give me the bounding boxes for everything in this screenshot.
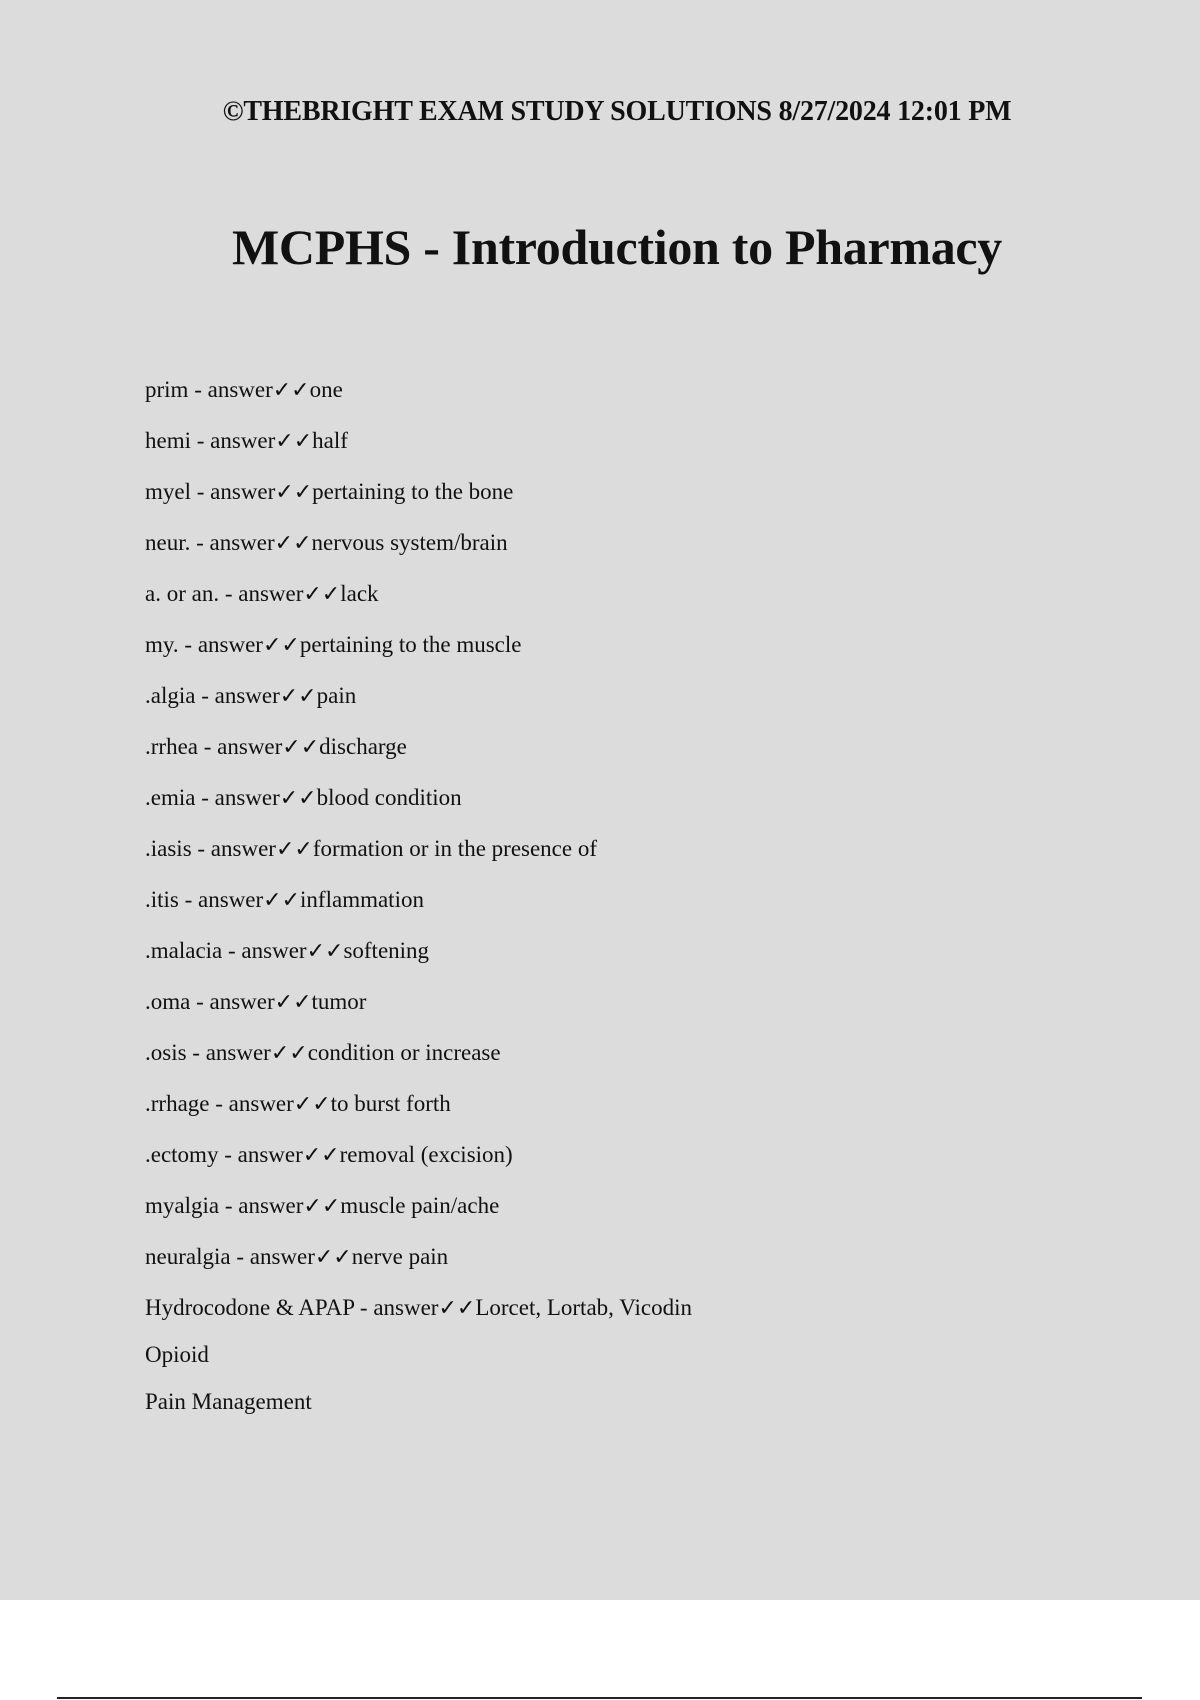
double-check-icon: ✓✓	[306, 939, 344, 964]
term: myalgia	[145, 1193, 220, 1218]
separator: - answer	[178, 887, 264, 912]
answer: nervous system/brain	[311, 530, 508, 555]
separator: - answer	[195, 785, 280, 810]
separator: - answer	[219, 1193, 304, 1218]
term: .itis	[145, 887, 179, 912]
list-item	[145, 1140, 692, 1191]
answer: pain	[316, 683, 357, 708]
list-item	[145, 1038, 692, 1089]
double-check-icon: ✓✓	[274, 531, 312, 556]
document-title: MCPHS - Introduction to Pharmacy	[232, 219, 1002, 275]
double-check-icon: ✓✓	[275, 429, 313, 454]
term: myel	[145, 479, 191, 504]
answer: muscle pain/ache	[340, 1193, 500, 1218]
double-check-icon: ✓✓	[314, 1245, 352, 1270]
list-item	[145, 936, 692, 987]
list-item	[145, 987, 692, 1038]
separator: - answer	[195, 683, 280, 708]
separator: - answer	[354, 1295, 439, 1320]
list-item	[145, 732, 692, 783]
answer: inflammation	[300, 887, 424, 912]
answer: discharge	[319, 734, 407, 759]
double-check-icon: ✓✓	[279, 786, 317, 811]
double-check-icon: ✓✓	[293, 1092, 331, 1117]
answer: formation or in the presence of	[312, 836, 598, 861]
copyright-icon: ©	[222, 96, 244, 127]
double-check-icon: ✓✓	[303, 582, 341, 607]
separator: - answer	[186, 1040, 271, 1065]
list-item	[145, 477, 692, 528]
term: .osis	[145, 1040, 187, 1065]
double-check-icon: ✓✓	[270, 1041, 308, 1066]
answer: nerve pain	[351, 1244, 449, 1269]
answer: pertaining to the bone	[312, 479, 514, 504]
term: .ectomy	[145, 1142, 219, 1167]
answer: lack	[340, 581, 379, 606]
answer: Lorcet, Lortab, Vicodin	[475, 1295, 692, 1320]
list-item	[145, 783, 692, 834]
answer: pertaining to the muscle	[299, 632, 522, 657]
list-item	[145, 885, 692, 936]
double-check-icon: ✓✓	[263, 888, 301, 913]
list-item	[145, 1293, 692, 1340]
separator: - answer	[198, 734, 283, 759]
list-item	[145, 426, 692, 477]
double-check-icon: ✓✓	[302, 1143, 340, 1168]
list-item	[145, 1191, 692, 1242]
term: neur.	[145, 530, 191, 555]
double-check-icon: ✓✓	[303, 1194, 341, 1219]
term: neuralgia	[145, 1244, 231, 1269]
term: Hydrocodone & APAP	[145, 1295, 355, 1320]
separator: - answer	[209, 1091, 294, 1116]
list-item	[145, 1089, 692, 1140]
answer: to burst forth	[330, 1091, 451, 1116]
separator: - answer	[191, 428, 276, 453]
separator: - answer	[222, 938, 307, 963]
list-item	[145, 528, 692, 579]
term: my.	[145, 632, 179, 657]
term: hemi	[145, 428, 191, 453]
answer: one	[309, 377, 343, 402]
answer: half	[312, 428, 348, 453]
flashcard-list	[145, 375, 692, 1434]
list-item	[145, 630, 692, 681]
term: a. or an.	[145, 581, 220, 606]
answer: softening	[343, 938, 430, 963]
separator: - answer	[218, 1142, 303, 1167]
page-header	[0, 96, 1200, 128]
separator: - answer	[191, 479, 276, 504]
term: .malacia	[145, 938, 223, 963]
term: .emia	[145, 785, 196, 810]
separator: - answer	[178, 632, 263, 657]
double-check-icon: ✓✓	[279, 684, 317, 709]
double-check-icon: ✓✓	[282, 735, 320, 760]
separator: - answer	[230, 1244, 315, 1269]
separator: - answer	[190, 530, 275, 555]
separator: - answer	[219, 581, 304, 606]
list-item	[145, 375, 692, 426]
term: .oma	[145, 989, 191, 1014]
header-text: THEBRIGHT EXAM STUDY SOLUTIONS 8/27/2024 12:01 PM	[243, 96, 1012, 127]
term: prim	[145, 377, 189, 402]
answer-continuation-line: Pain Management	[145, 1389, 312, 1414]
double-check-icon: ✓✓	[438, 1296, 476, 1321]
answer: removal (excision)	[339, 1142, 513, 1167]
list-item	[145, 579, 692, 630]
term: .algia	[145, 683, 196, 708]
double-check-icon: ✓✓	[275, 480, 313, 505]
answer-continuation-line: Opioid	[145, 1342, 209, 1367]
page-divider	[57, 1697, 1142, 1699]
double-check-icon: ✓✓	[275, 837, 313, 862]
term: .rrhea	[145, 734, 198, 759]
separator: - answer	[191, 836, 276, 861]
double-check-icon: ✓✓	[272, 378, 310, 403]
answer: condition or increase	[307, 1040, 501, 1065]
separator: - answer	[188, 377, 273, 402]
list-item	[145, 834, 692, 885]
list-item	[145, 1242, 692, 1293]
double-check-icon: ✓✓	[262, 633, 300, 658]
double-check-icon: ✓✓	[274, 990, 312, 1015]
separator: - answer	[190, 989, 275, 1014]
list-item	[145, 681, 692, 732]
term: .iasis	[145, 836, 192, 861]
term: .rrhage	[145, 1091, 210, 1116]
answer: blood condition	[316, 785, 462, 810]
answer: tumor	[311, 989, 367, 1014]
